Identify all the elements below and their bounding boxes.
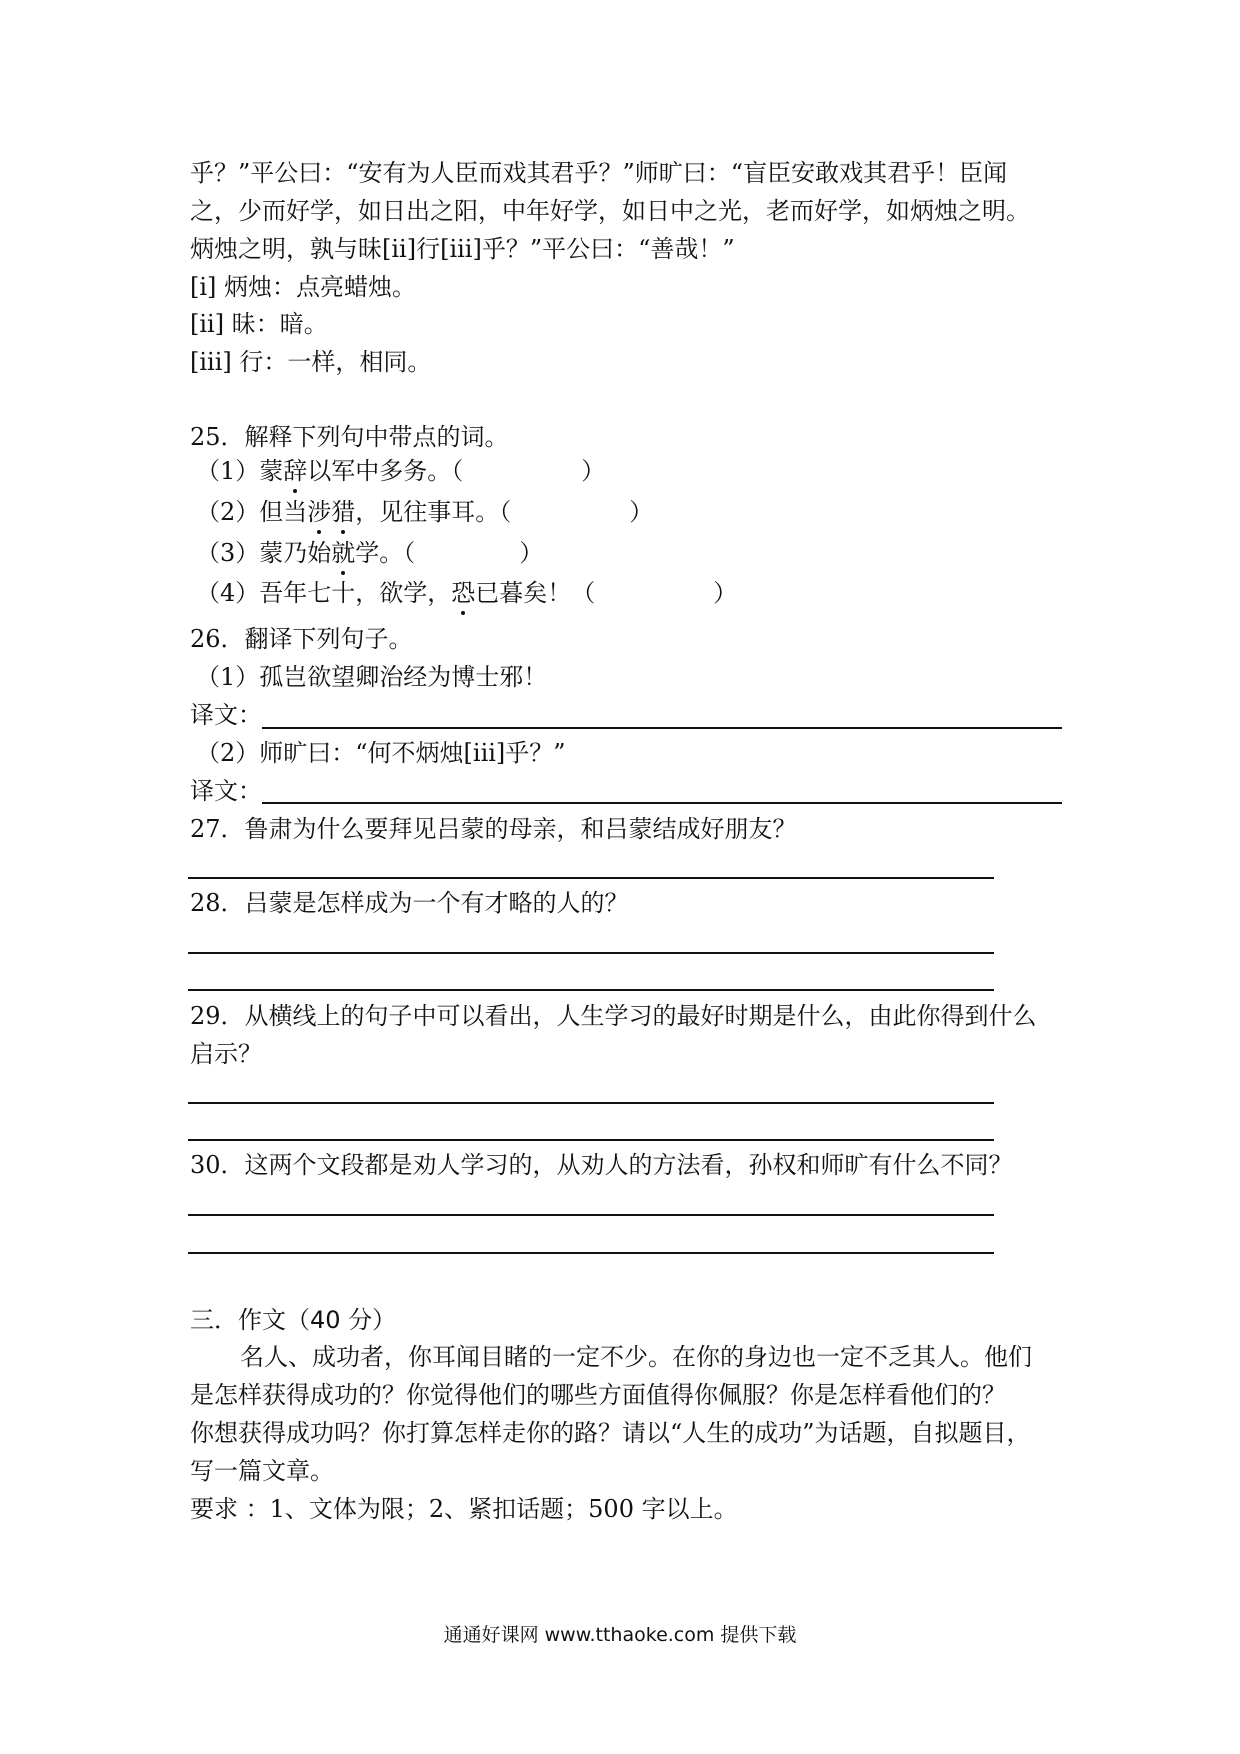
- q29-question-line-2: 启示？: [190, 1040, 262, 1068]
- q26-sentence-1: （1）孤岂欲望卿治经为博士邪！: [196, 663, 548, 691]
- q25-item-1: （1）蒙辞以军中多务。（ ）: [196, 452, 605, 490]
- q28-question: 28．吕蒙是怎样成为一个有才略的人的？: [190, 889, 629, 917]
- q30-answer-line-2[interactable]: [188, 1252, 994, 1254]
- q29-question-line-1: 29．从横线上的句子中可以看出，人生学习的最好时期是什么，由此你得到什么: [190, 1002, 1037, 1030]
- footnote-3: [iii] 行：一样，相同。: [190, 348, 432, 376]
- q30-answer-line-1[interactable]: [188, 1214, 994, 1216]
- essay-prompt-line-3: 你想获得成功吗？你打算怎样走你的路？请以“人生的成功”为话题，自拟题目，: [190, 1419, 1031, 1447]
- q27-answer-line[interactable]: [188, 877, 994, 879]
- q28-answer-line-2[interactable]: [188, 989, 994, 991]
- q29-answer-line-1[interactable]: [188, 1102, 994, 1104]
- q25-item-2-word: 涉猎: [307, 498, 355, 526]
- q26-answer-line-2[interactable]: [262, 802, 1062, 804]
- q30-question: 30．这两个文段都是劝人学习的，从劝人的方法看，孙权和师旷有什么不同？: [190, 1151, 1013, 1179]
- q26-answer-label-2: 译文：: [190, 777, 262, 805]
- q26-title: 26．翻译下列句子。: [190, 625, 413, 653]
- q27-question: 27．鲁肃为什么要拜见吕蒙的母亲，和吕蒙结成好朋友？: [190, 815, 797, 843]
- q28-answer-line-1[interactable]: [188, 952, 994, 954]
- q25-item-4: （4）吾年七十，欲学，恐已暮矣！（ ）: [196, 574, 737, 612]
- passage-line-2: 之，少而好学，如日出之阳，中年好学，如日中之光，老而好学，如炳烛之明。: [190, 197, 1030, 225]
- essay-prompt-line-2: 是怎样获得成功的？你觉得他们的哪些方面值得你佩服？你是怎样看他们的？: [190, 1381, 1006, 1409]
- passage-line-1: 乎？”平公曰：“安有为人臣而戏其君乎？”师旷曰：“盲臣安敢戏其君乎！臣闻: [190, 159, 1008, 187]
- q29-answer-line-2[interactable]: [188, 1139, 994, 1141]
- footnote-2: [ii] 昧：暗。: [190, 310, 328, 338]
- passage-line-3: 炳烛之明，孰与昧[ii]行[iii]乎？”平公曰：“善哉！”: [190, 235, 735, 263]
- essay-heading: 三．作文（40 分）: [190, 1306, 397, 1334]
- essay-requirement: 要求 ：1、文体为限；2、紧扣话题；500 字以上。: [190, 1495, 738, 1523]
- essay-prompt-line-4: 写一篇文章。: [190, 1457, 334, 1485]
- q26-answer-line-1[interactable]: [262, 727, 1062, 729]
- q25-title: 25．解释下列句中带点的词。: [190, 423, 509, 451]
- q25-item-2: （2）但当涉猎，见往事耳。（ ）: [196, 493, 653, 531]
- q26-sentence-2: （2）师旷曰：“何不炳烛[iii]乎？”: [196, 739, 566, 767]
- essay-prompt-line-1: 名人、成功者，你耳闻目睹的一定不少。在你的身边也一定不乏其人。他们: [240, 1343, 1032, 1371]
- page-footer: 通通好课网 www.tthaoke.com 提供下载: [443, 1624, 797, 1646]
- q25-item-3: （3）蒙乃始就学。（ ）: [196, 534, 543, 572]
- q26-answer-label-1: 译文：: [190, 701, 262, 729]
- footnote-1: [i] 炳烛：点亮蜡烛。: [190, 273, 417, 301]
